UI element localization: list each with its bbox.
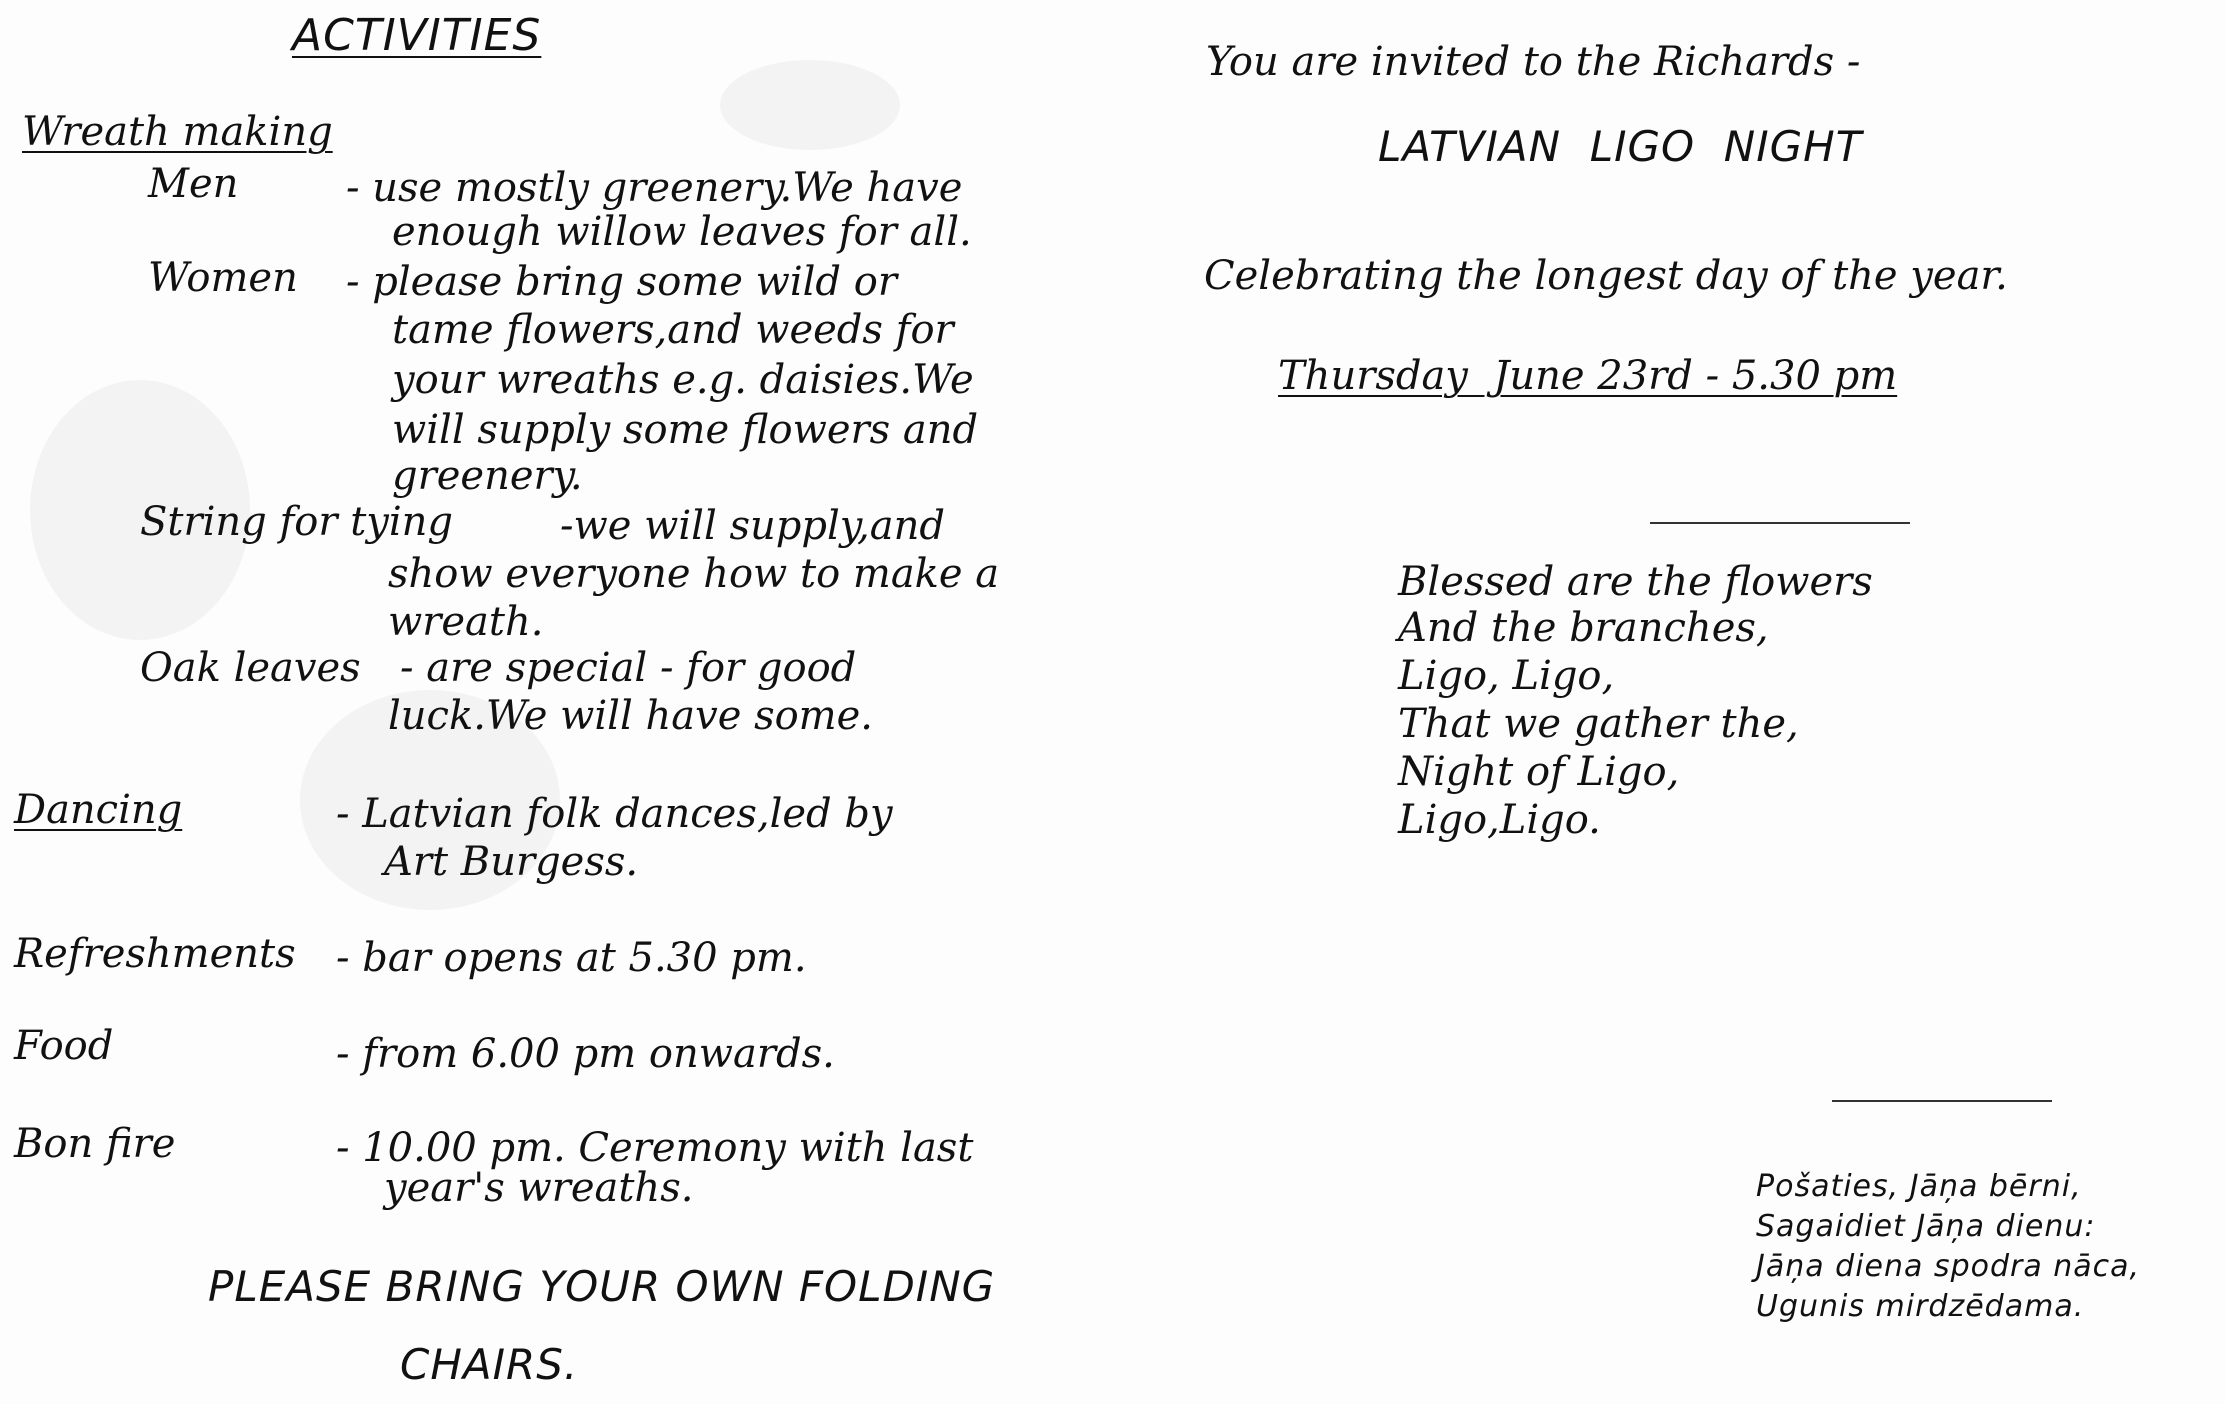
activities-heading: ACTIVITIES [292, 10, 542, 61]
men-text-line-2: enough willow leaves for all. [392, 209, 972, 255]
men-text-line-1: - use mostly greenery.We have [346, 165, 963, 211]
bonfire-label: Bon fire [14, 1121, 176, 1167]
string-text-line-1: -we will supply,and [560, 503, 945, 549]
women-label: Women [148, 255, 298, 301]
dancing-text-line-2: Art Burgess. [384, 839, 639, 885]
divider-line [1650, 522, 1910, 524]
oak-text-line-2: luck.We will have some. [388, 693, 873, 739]
latvian-verse-line-4: Ugunis mirdzēdama. [1756, 1289, 2085, 1324]
poem-line-4: That we gather the, [1398, 701, 1799, 747]
bonfire-text-line-1: - 10.00 pm. Ceremony with last [336, 1125, 974, 1171]
event-title: LATVIAN LIGO NIGHT [1378, 122, 1863, 171]
latvian-verse-line-3: Jāņa diena spodra nāca, [1756, 1249, 2141, 1284]
women-text-line-1: - please bring some wild or [346, 259, 897, 305]
food-label: Food [14, 1023, 114, 1069]
refreshments-label: Refreshments [14, 931, 296, 977]
dancing-text-line-1: - Latvian folk dances,led by [336, 791, 893, 837]
poem-line-2: And the branches, [1398, 605, 1769, 651]
women-text-line-3: your wreaths e.g. daisies.We [392, 357, 974, 403]
wreath-making-title: Wreath making [22, 109, 333, 155]
folding-chairs-notice-line-2: CHAIRS. [400, 1340, 579, 1389]
poem-line-3: Ligo, Ligo, [1398, 653, 1615, 699]
women-text-line-4: will supply some flowers and [392, 407, 979, 453]
poem-line-6: Ligo,Ligo. [1398, 797, 1601, 843]
event-date: Thursday June 23rd - 5.30 pm [1278, 353, 1898, 399]
women-text-line-5: greenery. [392, 453, 583, 499]
oak-leaves-label: Oak leaves [140, 645, 361, 691]
string-label: String for tying [140, 499, 454, 545]
oak-text-line-1: - are special - for good [400, 645, 857, 691]
food-text: - from 6.00 pm onwards. [336, 1031, 835, 1077]
refreshments-text: - bar opens at 5.30 pm. [336, 935, 807, 981]
poem-line-1: Blessed are the flowers [1398, 559, 1873, 605]
string-text-line-2: show everyone how to make a [388, 551, 1000, 597]
latvian-verse-line-2: Sagaidiet Jāņa dienu: [1756, 1209, 2096, 1244]
women-text-line-2: tame flowers,and weeds for [392, 307, 954, 353]
men-label: Men [148, 161, 239, 207]
dancing-label: Dancing [14, 787, 183, 833]
invite-line: You are invited to the Richards - [1206, 39, 1861, 85]
divider-line [1832, 1100, 2052, 1102]
latvian-verse-line-1: Pošaties, Jāņa bērni, [1756, 1169, 2082, 1204]
scan-smudge [720, 60, 900, 150]
string-text-line-3: wreath. [388, 599, 544, 645]
bonfire-text-line-2: year's wreaths. [384, 1165, 694, 1211]
poem-line-5: Night of Ligo, [1398, 749, 1680, 795]
folding-chairs-notice-line-1: PLEASE BRING YOUR OWN FOLDING [208, 1262, 996, 1311]
celebrating-line: Celebrating the longest day of the year. [1204, 253, 2008, 299]
